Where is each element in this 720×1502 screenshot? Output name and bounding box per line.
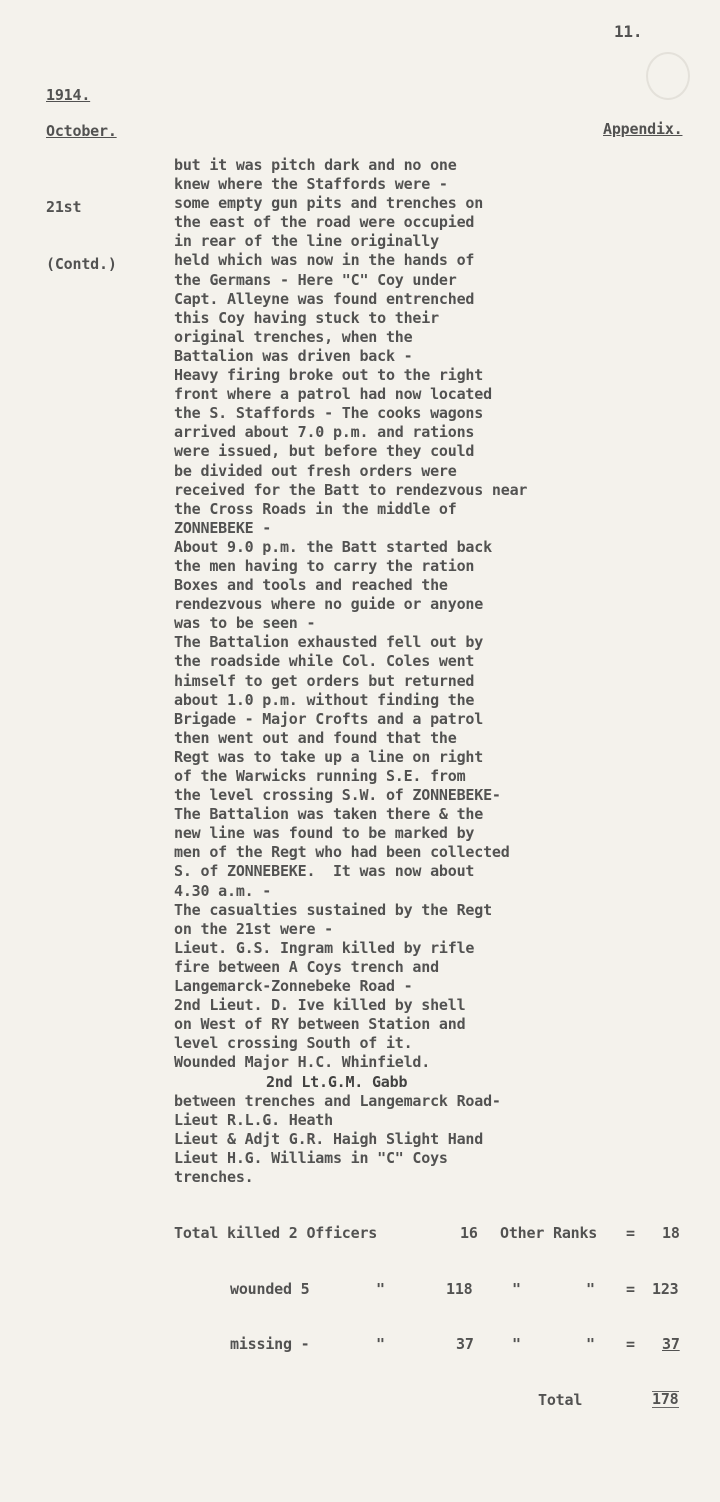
body-line: new line was found to be marked by (174, 824, 475, 843)
body-line: front where a patrol had now located (174, 385, 492, 404)
body-line: fire between A Coys trench and (174, 957, 439, 976)
body-line: 2nd Lt.G.M. Gabb (266, 1072, 408, 1091)
body-line: was to be seen - (174, 614, 316, 633)
body-line: the Germans - Here "C" Coy under (174, 270, 457, 289)
body-line: Heavy firing broke out to the right (174, 366, 484, 385)
body-line: the men having to carry the ration (174, 556, 475, 575)
page-number: 11. (614, 22, 643, 41)
body-line: S. of ZONNEBEKE. It was now about (174, 862, 475, 881)
body-line: were issued, but before they could (174, 442, 475, 461)
body-line: Langemarck-Zonnebeke Road - (174, 977, 413, 996)
body-line: this Coy having stuck to their (174, 308, 439, 327)
body-line: in rear of the line originally (174, 232, 439, 251)
body-line: trenches. (174, 1167, 254, 1186)
body-line: himself to get orders but returned (174, 671, 475, 690)
totals-sum: 18 (662, 1224, 680, 1242)
casualty-totals (174, 1187, 680, 1446)
body-line: Capt. Alleyne was found entrenched (174, 289, 475, 308)
body-line: Lieut H.G. Williams in "C" Coys (174, 1148, 448, 1167)
body-line: ZONNEBEKE - (174, 518, 272, 537)
body-line: Regt was to take up a line on right (174, 747, 484, 766)
totals-ditto: " (376, 1335, 385, 1353)
totals-count: 118 (446, 1279, 473, 1298)
grand-total-label: Total (538, 1390, 583, 1409)
totals-ditto: " (586, 1335, 595, 1353)
totals-row-grand (174, 1389, 679, 1410)
body-line: original trenches, when the (174, 327, 413, 346)
body-line: about 1.0 p.m. without finding the (174, 690, 475, 709)
totals-count: 37 (456, 1335, 474, 1353)
entry-date (46, 160, 117, 312)
date-day: 21st (46, 198, 82, 216)
totals-ditto: " (586, 1279, 595, 1298)
totals-ditto: " (376, 1279, 385, 1298)
body-line: About 9.0 p.m. the Batt started back (174, 537, 492, 556)
totals-label: wounded 5 (230, 1279, 310, 1298)
body-line: the east of the road were occupied (174, 213, 475, 232)
body-line: between trenches and Langemarck Road- (174, 1091, 501, 1110)
body-line: of the Warwicks running S.E. from (174, 767, 466, 785)
totals-ditto: " (512, 1279, 521, 1298)
body-line: Lieut & Adjt G.R. Haigh Slight Hand (174, 1129, 484, 1148)
body-line: rendezvous where no guide or anyone (174, 595, 484, 614)
body-line: level crossing South of it. (174, 1034, 413, 1053)
body-line: The Battalion exhausted fell out by (174, 633, 484, 652)
body-line: Battalion was driven back - (174, 346, 413, 365)
month-heading: October. (46, 122, 117, 140)
totals-eq: = (626, 1279, 635, 1298)
body-line: the roadside while Col. Coles went (174, 652, 475, 671)
totals-row-missing (174, 1335, 680, 1354)
body-line: Lieut. G.S. Ingram killed by rifle (174, 938, 475, 957)
body-line: on West of RY between Station and (174, 1015, 466, 1034)
totals-eq: = (626, 1335, 635, 1353)
totals-sum: 37 (662, 1335, 680, 1353)
body-line: some empty gun pits and trenches on (174, 194, 484, 213)
body-line: men of the Regt who had been collected (174, 843, 510, 862)
totals-eq: = (626, 1224, 635, 1242)
grand-total-value: 178 (652, 1389, 679, 1408)
body-line: The Battalion was taken there & the (174, 805, 484, 824)
appendix-heading: Appendix. (603, 120, 683, 138)
diary-entry-text (174, 156, 527, 1187)
totals-sum: 123 (652, 1279, 679, 1298)
body-line: Brigade - Major Crofts and a patrol (174, 709, 484, 728)
body-line: 2nd Lieut. D. Ive killed by shell (174, 996, 466, 1015)
year-heading: 1914. (46, 86, 91, 104)
body-line: on the 21st were - (174, 919, 333, 938)
body-line: Boxes and tools and reached the (174, 576, 448, 595)
body-line: the Cross Roads in the middle of (174, 499, 457, 518)
totals-row-killed (174, 1224, 680, 1243)
body-line: Lieut R.L.G. Heath (174, 1110, 333, 1129)
totals-count: 16 (460, 1224, 478, 1242)
totals-label: missing - (230, 1335, 310, 1353)
body-line: Wounded Major H.C. Whinfield. (174, 1053, 431, 1072)
body-line: be divided out fresh orders were (174, 461, 457, 480)
body-line: but it was pitch dark and no one (174, 156, 457, 174)
body-line: the S. Staffords - The cooks wagons (174, 404, 484, 423)
totals-row-wounded (174, 1279, 679, 1299)
body-line: then went out and found that the (174, 728, 457, 747)
faded-stamp (646, 52, 690, 100)
body-line: The casualties sustained by the Regt (174, 900, 492, 919)
totals-label: Total killed 2 Officers (174, 1224, 378, 1242)
body-line: knew where the Staffords were - (174, 175, 448, 194)
body-line: arrived about 7.0 p.m. and rations (174, 423, 475, 442)
totals-other-ranks: Other Ranks (500, 1224, 598, 1242)
body-line: received for the Batt to rendezvous near (174, 480, 528, 499)
date-contd: (Contd.) (46, 255, 117, 273)
body-line: the level crossing S.W. of ZONNEBEKE- (174, 786, 501, 805)
totals-ditto: " (512, 1335, 521, 1353)
body-line: held which was now in the hands of (174, 251, 475, 270)
body-line: 4.30 a.m. - (174, 881, 272, 900)
